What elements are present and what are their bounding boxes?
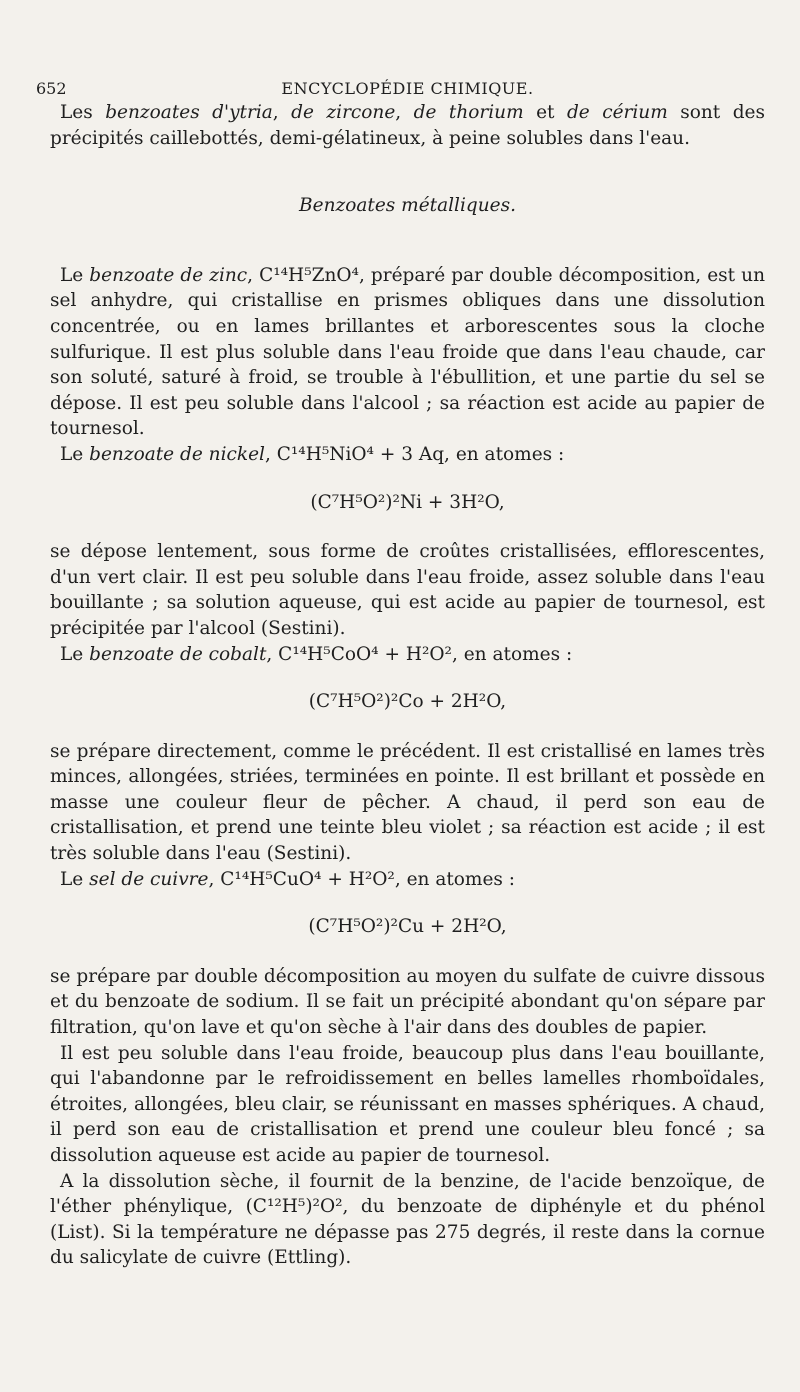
formula-nickel: (C⁷H⁵O²)²Ni + 3H²O, [310,491,505,513]
page-number: 652 [36,79,67,98]
formula-copper: (C⁷H⁵O²)²Cu + 2H²O, [308,916,507,938]
paragraph-copper-solubility: Il est peu soluble dans l'eau froide, beaucoup plus dans l'eau bouillante, qui l'abandonne par le refroidissement en belles lamelles rhomboïdales, étroites, allongées, bleu clair, se réunissant en masses sphériques. A chaud, il perd son eau de cristallisation et prend une couleur bleu foncé ; sa dissolution aqueuse est acide au papier de tournesol. [50,1042,765,1166]
document-page [36,70,765,1271]
paragraph-cobalt: Le benzoate de cobalt, C¹⁴H⁵CoO⁴ + H²O², en atomes : [60,643,573,665]
paragraph-nickel-description: se dépose lentement, sous forme de croûtes cristallisées, efflorescentes, d'un vert clair. Il est peu soluble dans l'eau froide, assez soluble dans l'eau bouillante ; sa solution aqueuse, qui est acide au papier de tournesol, est précipitée par l'alcool (Sestini). [50,541,765,639]
paragraph-copper-preparation: se prépare par double décomposition au moyen du sulfate de cuivre dissous et du benzoate de sodium. Il se fait un précipité abondant qu'on sépare par filtration, qu'on lave et qu'on sèche à l'air dans des doubles de papier. [50,965,765,1039]
section-title: Benzoates métalliques. [299,195,516,217]
paragraph-cobalt-description: se prépare directement, comme le précédent. Il est cristallisé en lames très minces, allongées, striées, terminées en pointe. Il est brillant et possède en masse une couleur fleur de pêcher. A chaud, il perd son eau de cristallisation, et prend une teinte bleu violet ; sa réaction est acide ; il est très soluble dans l'eau (Sestini). [50,740,765,865]
formula-cobalt: (C⁷H⁵O²)²Co + 2H²O, [308,691,507,713]
paragraph-rare-earth-benzoates: Les benzoates d'ytria, de zircone, de thorium et de cérium sont des précipités caillebottés, demi-gélatineux, à peine solubles dans l'eau. [50,102,765,149]
paragraph-copper: Le sel de cuivre, C¹⁴H⁵CuO⁴ + H²O², en atomes : [60,868,516,890]
paragraph-zinc: Le benzoate de zinc, C¹⁴H⁵ZnO⁴, préparé par double décomposition, est un sel anhydre, qui cristallise en prismes obliques dans une dissolution concentrée, ou en lames brillantes et arborescentes sous la cloche sulfurique. Il est plus soluble dans l'eau froide que dans l'eau chaude, car son soluté, saturé à froid, se trouble à l'ébullition, et une partie du sel se dépose. Il est peu soluble dans l'alcool ; sa réaction est acide au papier de tournesol. [50,264,765,440]
paragraph-nickel: Le benzoate de nickel, C¹⁴H⁵NiO⁴ + 3 Aq, en atomes : [60,443,565,465]
running-header [36,70,765,100]
header-title: ENCYCLOPÉDIE CHIMIQUE. [281,79,534,98]
paragraph-copper-distillation: A la dissolution sèche, il fournit de la benzine, de l'acide benzoïque, de l'éther phénylique, (C¹²H⁵)²O², du benzoate de diphényle et du phénol (List). Si la température ne dépasse pas 275 degrés, il reste dans la cornue du salicylate de cuivre (Ettling). [50,1170,765,1269]
